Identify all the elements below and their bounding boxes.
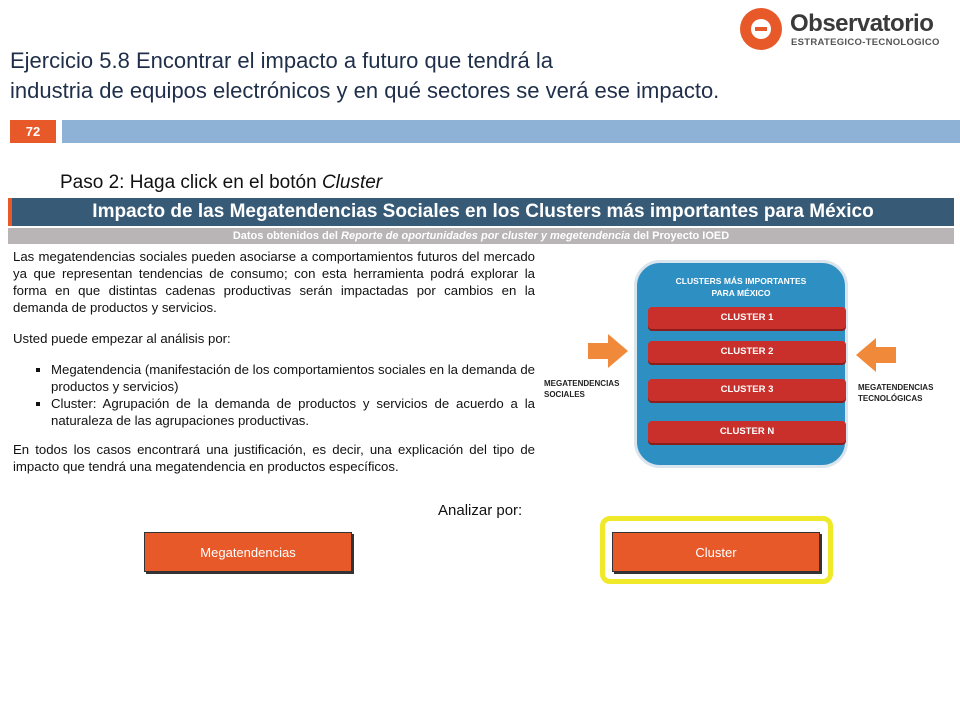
app-header-title: Impacto de las Megatendencias Sociales en los Clusters más importantes para México: [8, 198, 954, 226]
diagram-title-line-2: PARA MÉXICO: [711, 288, 771, 298]
start-label: Usted puede empezar al análisis por:: [13, 331, 231, 346]
diagram-title-line-1: CLUSTERS MÁS IMPORTANTES: [675, 276, 807, 286]
cluster-n-pill: CLUSTER N: [648, 421, 846, 443]
closing-paragraph: En todos los casos encontrará una justificación, es decir, una explicación del tipo de impacto que tendrá una megatendencia en productos específicos.: [13, 442, 535, 474]
diagram-title: [637, 275, 845, 299]
subheader-source: Reporte de oportunidades por cluster y megetendencia: [341, 230, 631, 242]
clusters-diagram: [634, 260, 848, 468]
cluster-button[interactable]: Cluster: [612, 532, 820, 572]
step-instruction: [60, 172, 382, 194]
logo-name: Observatorio: [790, 10, 934, 37]
cluster-2-pill: CLUSTER 2: [648, 341, 846, 363]
logo-subtitle: ESTRATEGICO-TECNOLOGICO: [791, 37, 940, 48]
slide-number: 72: [10, 120, 56, 143]
analyze-label: Analizar por:: [438, 502, 523, 519]
left-label-line-1: MEGATENDENCIAS: [544, 379, 620, 388]
slide-title-line-1: Ejercicio 5.8 Encontrar el impacto a futuro que tendrá la: [10, 48, 553, 73]
subheader-post: del Proyecto IOED: [630, 230, 730, 242]
option-cluster: ▪ Cluster: Agrupación de la demanda de productos y servicios de acuerdo a la naturaleza de las agrupaciones productivas.: [51, 395, 535, 429]
options-list: [13, 361, 535, 429]
app-screenshot: [8, 198, 954, 598]
app-subheader: [8, 228, 954, 244]
right-label-line-2: TECNOLÓGICAS: [858, 394, 923, 403]
cluster-1-pill: CLUSTER 1: [648, 307, 846, 329]
intro-paragraph: Las megatendencias sociales pueden asociarse a comportamientos futuros del mercado ya que representan tendencias de consumo; con esta herramienta podrá explorar la forma en que distintas cadenas productivas serán impactadas por cambios en la demanda de productos y servicios.: [13, 249, 535, 315]
right-arrow-icon: [588, 334, 628, 368]
logo-mark-icon: [740, 8, 782, 50]
subheader-pre: Datos obtenidos del: [232, 230, 342, 242]
left-label: [544, 378, 619, 400]
megatendencias-button[interactable]: Megatendencias: [144, 532, 352, 572]
step-prefix: Paso 2: Haga click en el botón: [60, 172, 322, 193]
right-label-line-1: MEGATENDENCIAS: [858, 383, 934, 392]
left-arrow-icon: [856, 338, 896, 372]
step-emphasis: Cluster: [321, 172, 383, 193]
slide-title: [10, 46, 890, 106]
description-panel: [13, 248, 535, 489]
header-divider-bar: [62, 120, 960, 143]
slide-title-line-2: industria de equipos electrónicos y en qué sectores se verá ese impacto.: [10, 78, 720, 103]
right-label: [858, 382, 933, 404]
left-label-line-2: SOCIALES: [544, 390, 585, 399]
option-megatendencia: ▪ Megatendencia (manifestación de los comportamientos sociales en la demanda de productos y servicios): [51, 361, 535, 395]
cluster-3-pill: CLUSTER 3: [648, 379, 846, 401]
